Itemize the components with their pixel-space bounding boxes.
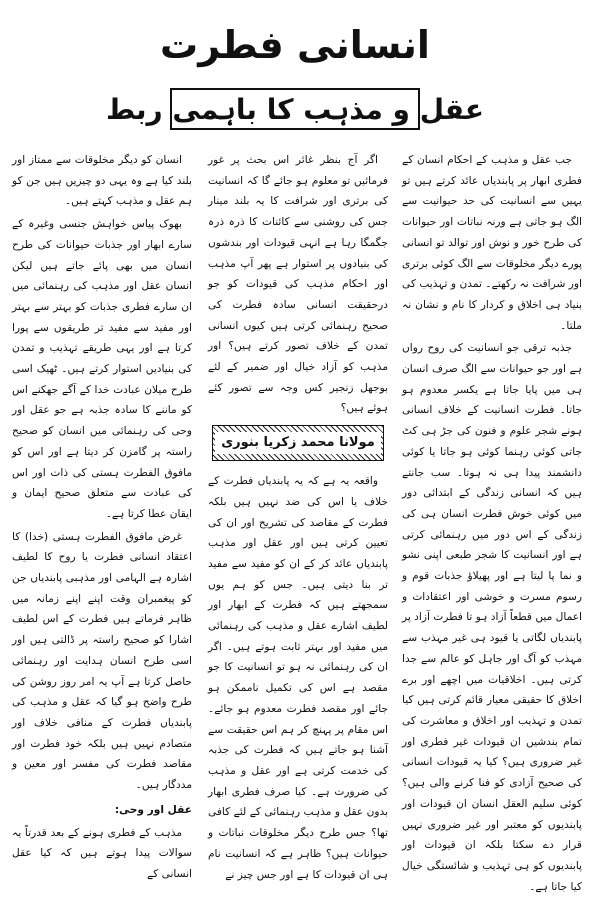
subtitle: عقل و مذہب کا باہمی ربط [106, 92, 484, 126]
paragraph: غرض مافوق الفطرت ہستی (خدا) کا اعتقاد انسانی فطرت یا روح کا لطیف اشارہ ہے الہامی اور مذہبی پابندیاں جن کو پیغمبران وقت اپنے اپنے زمانہ میں ظاہر فرماتے ہیں فطرت کے اس لطیف اشارا کو صحیح راستہ پر ڈالتی ہیں اور اسی طرح انسان ہدایت اور رہنمائی حاصل کرتا ہے آپ یہ امر روز روشن کی طرح واضح ہو گیا کہ عقل و مذہب کی پابندیاں فطرت کے منافی خلاف اور متصادم نہیں ہیں بلکہ خود فطرت اور مقاصد فطرت کی مفسر اور معین و مددگار ہیں۔ [12, 530, 192, 792]
column-left [12, 150, 192, 880]
paragraph: اگر آج بنظر غائر اس بحث پر غور فرمائیں تو معلوم ہو جائے گا کہ انسانیت کی برتری اور شرافت کا یہ بلند مینار جس کی روشنی سے کائنات کا ذرہ ذرہ جگمگا رہا ہے انہی قیودات اور بندشوں کی بنیادوں پر استوار ہے پھر آپ مذہب اور احکام مذہب کی قیودات کو جو درحقیقت انسانی سادہ فطرت کی صحیح رہنمائی کرتی ہیں کیوں انسانی تمدن کے خلاف تصور کرتے ہیں؟ اور مذہب کو آزاد خیال اور ضمیر کے لئے بوجھل زنجیر کس وجہ سے تصور کئے ہوئے ہیں؟ [208, 154, 388, 415]
paragraph: جب عقل و مذہب کے احکام انسان کے فطری ابھار پر پابندیاں عائد کرتے ہیں تو یہیں سے انسانیت کی حد حیوانیت سے الگ ہو جاتی ہے ورنہ نباتات اور حیوانات کی طرح خور و نوش اور توالد تو انسانی پورے دیگر مخلوقات سے الگ کوئی برتری اور شرافت نہ رکھتے۔ تمدن و تہذیب کی بنیاد ہی اخلاق و کردار کا نام و نشان نہ ملتا۔ [402, 154, 582, 332]
column-right [402, 150, 582, 893]
page-title: انسانی فطرت [160, 23, 430, 67]
section-heading: عقل اور وحی: [114, 803, 192, 816]
author-name: مولانا محمد زکریا بنوری [215, 432, 381, 455]
subtitle-box [106, 88, 484, 130]
paragraph: بھوک پیاس خواہش جنسی وغیرہ کے سارے ابھار اور جذبات حیوانات کی طرح انسان میں بھی پائے جاتے ہیں لیکن انسان عقل اور مذہب کی رہنمائی میں ان سارے فطری جذبات کو بہتر سے بہتر اور مفید سے مفید تر طریقوں سے پورا کرتا ہے اور یہی طریقے تہذیب و تمدن کی بنیادیں استوار کرتے ہیں۔ ٹھیک اسی طرح میلان عبادت خدا کے آگے جھکنے اس کو ماننے کا سادہ جذبہ ہے جو عقل اور وحی کی رہنمائی میں انسان کو صحیح راستہ پر گامزن کر دیتا ہے اور اس کو مافوق الفطرت ہستی کی ذات اور اس کی عبادت سے متعلق صحیح ایمان و ایقان عطا کرتا ہے۔ [12, 218, 192, 520]
paragraph: انسان کو دیگر مخلوقات سے ممتاز اور بلند کیا ہے وہ یہی دو چیزیں ہیں جن کو ہم عقل و مذہب کہتے ہیں۔ [12, 154, 192, 208]
paragraph: مذہب کے فطری ہونے کے بعد قدرتاً یہ سوالات پیدا ہوتے ہیں کہ کیا عقل انسانی کے [12, 826, 192, 880]
author-box [212, 425, 384, 461]
paragraph: جذبہ ترقی جو انسانیت کی روح رواں ہے اور جو حیوانات سے الگ صرف انسان ہی میں پایا جاتا ہے یکسر معدوم ہو جاتا۔ فطرت انسانیت کے خلاف انسانی ہونے شجر علوم و فنون کی جڑ ہی کٹ جاتی کوئی رہنما کوئی ہو جاتا یا کوئی دانشمند پیدا ہی نہ ہوتا۔ سب جانتے ہیں کہ انسانی زندگی کے ابتدائی دور میں کوئی خوش فطرت انسان ہی کی زندگی کے اس دور میں رہنمائی کرتی ہے اور انسانیت کا شجر طبعی اپنی نشو و نما پا لیتا ہے اور پھیلاؤ جذبات قوم و رسوم مسرت و خوشی اور اعتقادات و اعمال میں قطعاً آزاد ہو تا فطرت آزاد پر پابندیاں لگاتی یا قیود ہی غیر مہذب سے مہذب کو آگ اور جاہل کو عالم سے جدا کرتی ہیں۔ اخلاقیات میں اچھے اور برے اخلاق کا حقیقی معیار قائم کرتی ہیں کیا تمدن و تہذیب اور اخلاق و معاشرت کی تمام بندشیں ان قیودات غیر فطری اور غیر ضروری ہیں؟ کیا یہ قیودات انسانی کی صحیح آزادی کو فنا کرنے والی ہیں؟ کوئی سلیم العقل انسان ان قیودات اور پابندیوں کو معتبر اور غیر ضروری نہیں قرار دے سکتا بلکہ ان قیودات اور پابندیوں کو ہی تہذیب و شائستگی خیال کیا جاتا ہے۔ [402, 342, 582, 893]
paragraph: واقعہ یہ ہے کہ یہ پابندیاں فطرت کے خلاف یا اس کی ضد نہیں ہیں بلکہ فطرت کے مقاصد کی تشریح اور ان کی تعیین کرتی ہیں اور عقل اور مذہب پابندیاں عائد کر کے ان کو مفید سے مفید تر بنا دیتی ہیں۔ جس کو ہم یوں سمجھتے ہیں کہ فطرت کے ابھار اور لطیف اشارے عقل و مذہب کی رہنمائی میں مفید اور بہتر ثابت ہوتے ہیں۔ اگر ان کی رہنمائی نہ ہو تو انسانیت کا جو مقصد ہے اس کی تکمیل ناممکن ہو جائے اور مقصد فطرت معدوم ہو جائے۔ اس مقام پر پہنچ کر ہم اس حقیقت سے آشنا ہو جاتے ہیں کہ فطرت کی جذبہ کی خدمت کرتی ہے اور عقل و مذہب کی ضرورت ہے۔ کیا صرف فطری ابھار بدون عقل و مذہب رہنمائی کے لئے کافی تھا؟ جس طرح دیگر مخلوقات نباتات و حیوانات ہیں؟ ظاہر ہے کہ انسانیت نام ہی ان قیودات کا ہے اور جس چیز نے [208, 475, 388, 881]
column-middle [208, 150, 388, 881]
